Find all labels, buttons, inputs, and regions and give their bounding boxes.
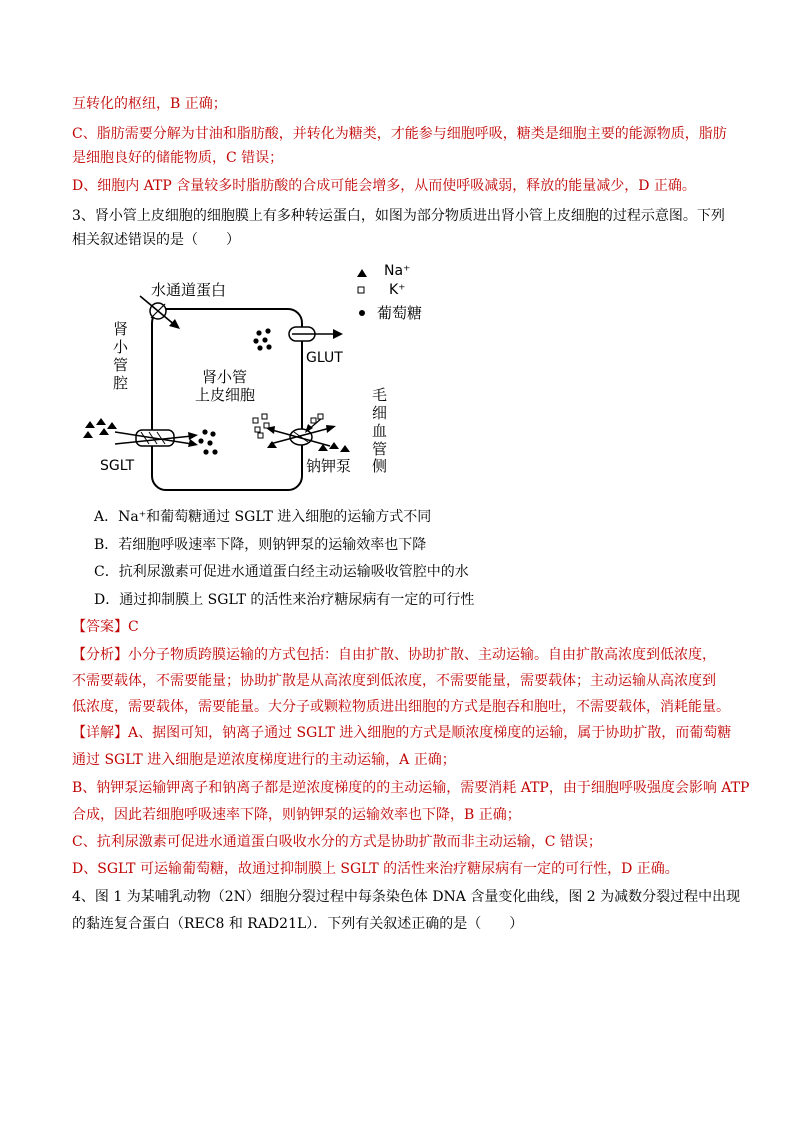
legend-na-symbol [357,269,367,277]
water-channel-label: 水通道蛋白 [151,281,227,299]
svg-text:管: 管 [113,356,129,374]
legend-k-symbol [358,287,364,293]
lumen-label: 肾 [113,320,129,338]
svg-text:细: 细 [372,404,388,422]
answer-value: C [128,619,139,635]
option-d: D．通过抑制膜上 SGLT 的活性来治疗糖尿病有一定的可行性 [94,592,475,608]
cell-label: 上皮细胞 [195,386,256,404]
detail-line: 【详解】A、据图可知，钠离子通过 SGLT 进入细胞的方式是顺浓度梯度的运输，属于协助扩散，而葡萄糖 [72,725,732,741]
text-line: D、细胞内 ATP 含量较多时脂肪酸的合成可能会增多，从而使呼吸减弱，释放的能量减少，D 正确。 [72,178,696,194]
sglt-label: SGLT [100,458,135,474]
detail-line: D、SGLT 可运输葡萄糖，故通过抑制膜上 SGLT 的活性来治疗糖尿病有一定的可行性，D 正确。 [72,861,679,877]
svg-text:小: 小 [113,338,129,356]
question-4-stem: 4、图 1 为某哺乳动物（2N）细胞分裂过程中每条染色体 DNA 含量变化曲线，图 2 为减数分裂过程中出现 [72,889,741,905]
text-line: 是细胞良好的储能物质，C 错误； [72,150,284,166]
question-3-stem: 3、肾小管上皮细胞的细胞膜上有多种转运蛋白，如图为部分物质进出肾小管上皮细胞的过程示意图。下列 [72,208,725,224]
detail-line: C、抗利尿激素可促进水通道蛋白吸收水分的方式是协助扩散而非主动运输，C 错误； [72,834,602,850]
svg-text:侧: 侧 [372,457,388,475]
answer-tag: 【答案】 [72,619,128,635]
legend-glucose-symbol [359,310,365,316]
detail-line: 通过 SGLT 进入细胞是逆浓度梯度进行的主动运输，A 正确； [72,752,456,768]
cell-label: 肾小管 [202,368,248,386]
legend-na-label: Na⁺ [384,263,411,279]
svg-text:腔: 腔 [113,374,129,392]
analysis-line: 低浓度，需要载体，需要能量。大分子或颗粒物质进出细胞的方式是胞吞和胞吐，不需要载体，消耗能量。 [72,699,730,715]
sodium-cluster-lumen [83,418,117,438]
capillary-label: 毛 [372,386,388,404]
water-arrow [140,296,176,326]
legend-glucose-label: 葡萄糖 [377,304,423,322]
analysis-line: 不需要载体，不需要能量；协助扩散是从高浓度到低浓度，不需要能量，需要载体；主动运输从高浓度到 [72,673,716,689]
svg-text:血: 血 [372,422,388,440]
glucose-cluster-sglt [198,429,217,454]
detail-tag: 【详解】 [72,725,128,741]
option-c: C．抗利尿激素可促进水通道蛋白经主动运输吸收管腔中的水 [94,564,469,580]
question-4-stem: 的黏连复合蛋白（REC8 和 RAD21L）．下列有关叙述正确的是（ ） [72,916,524,932]
answer-line [72,617,139,637]
pump-label: 钠钾泵 [306,457,352,475]
text-line: 互转化的枢纽，B 正确； [72,96,227,112]
option-b: B．若细胞呼吸速率下降，则钠钾泵的运输效率也下降 [94,537,427,553]
detail-line: B、钠钾泵运输钾离子和钠离子都是逆浓度梯度的的主动运输，需要消耗 ATP，由于细胞呼吸强度会影响 ATP [72,780,750,796]
legend-k-label: K⁺ [389,282,406,298]
question-3-stem: 相关叙述错误的是（ ） [72,232,240,248]
text-line: C、脂肪需要分解为甘油和脂肪酸，并转化为糖类，才能参与细胞呼吸，糖类是细胞主要的能源物质，脂肪 [72,126,727,142]
detail-line: 合成，因此若细胞呼吸速率下降，则钠钾泵的运输效率也下降，B 正确； [72,807,521,823]
option-a: A．Na⁺和葡萄糖通过 SGLT 进入细胞的运输方式不同 [94,509,432,525]
glut-label: GLUT [306,350,343,366]
analysis-tag: 【分析】 [72,647,128,663]
analysis-line: 【分析】小分子物质跨膜运输的方式包括：自由扩散、协助扩散、主动运输。自由扩散高浓度到低浓度， [72,647,716,663]
glucose-cluster [253,328,271,350]
svg-text:管: 管 [372,440,388,458]
